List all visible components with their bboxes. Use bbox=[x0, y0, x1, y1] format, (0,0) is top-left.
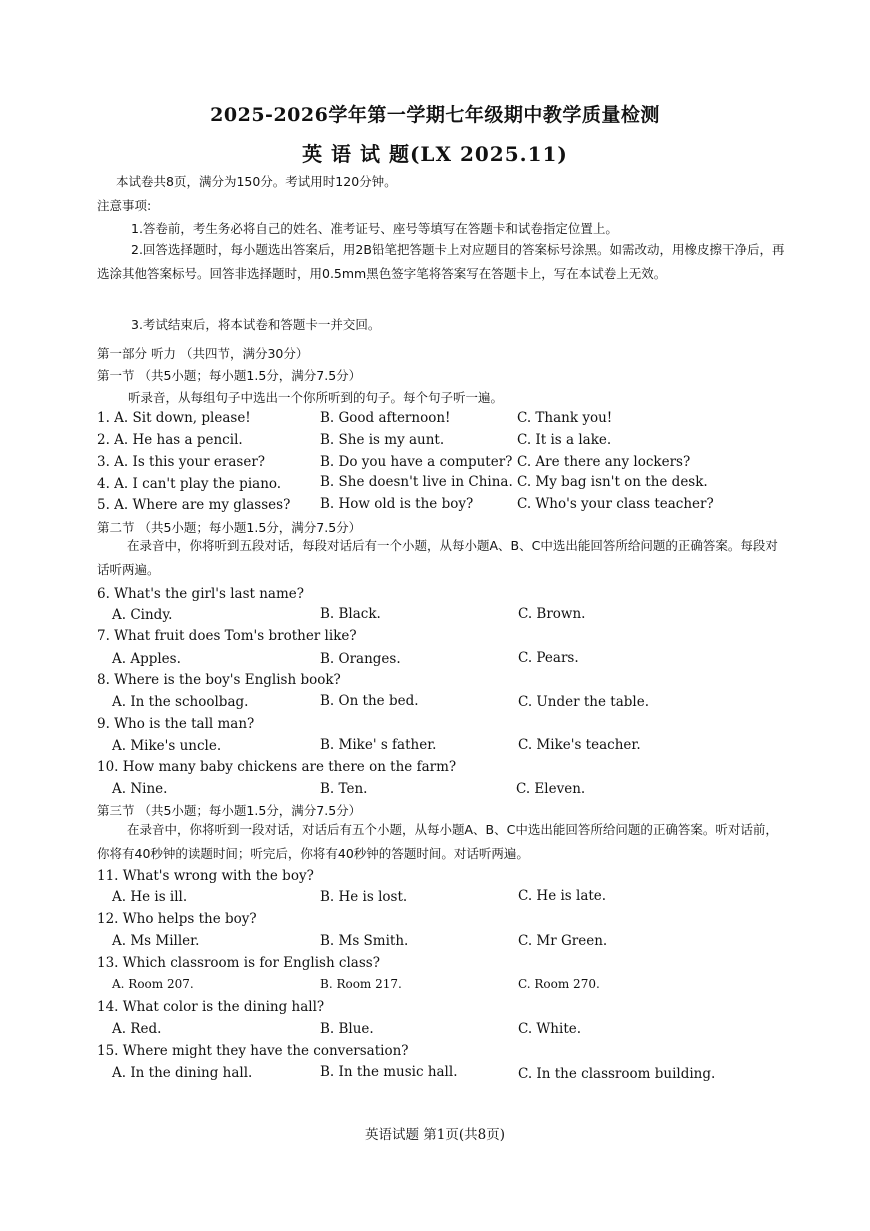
q12-stem: 12. Who helps the boy? bbox=[97, 911, 257, 927]
exam-info: 本试卷共8页，满分为150分。考试用时120分钟。 bbox=[116, 174, 397, 189]
q7-stem: 7. What fruit does Tom's brother like? bbox=[97, 628, 357, 644]
section2-instruction: 在录音中，你将听到五段对话，每段对话后有一个小题，从每小题A、B、C中选出能回答所给问题的正确答案。每段对话听两遍。 bbox=[97, 538, 778, 577]
q1-option-b: B. Good afternoon! bbox=[320, 410, 451, 426]
q5-option-a: 5. A. Where are my glasses? bbox=[97, 497, 291, 513]
part1-heading: 第一部分 听力 （共四节，满分30分） bbox=[97, 346, 309, 361]
section1-heading: 第一节 （共5小题；每小题1.5分，满分7.5分） bbox=[97, 368, 362, 383]
q15-option-c: C. In the classroom building. bbox=[518, 1066, 716, 1082]
q15-option-a: A. In the dining hall. bbox=[112, 1065, 253, 1081]
q11-option-b: B. He is lost. bbox=[320, 889, 408, 905]
q6-option-c: C. Brown. bbox=[518, 606, 586, 622]
q10-option-a: A. Nine. bbox=[112, 781, 168, 797]
q9-option-a: A. Mike's uncle. bbox=[112, 738, 222, 754]
q3-option-a: 3. A. Is this your eraser? bbox=[97, 454, 266, 470]
q1-option-a: 1. A. Sit down, please! bbox=[97, 410, 251, 426]
q14-option-a: A. Red. bbox=[112, 1021, 162, 1037]
q8-option-c: C. Under the table. bbox=[518, 694, 649, 710]
q2-option-b: B. She is my aunt. bbox=[320, 432, 445, 448]
notice-item-2: 2.回答选择题时，每小题选出答案后，用2B铅笔把答题卡上对应题目的答案标号涂黑。如需改动，用橡皮擦干净后，再选涂其他答案标号。回答非选择题时，用0.5mm黑色签字笔将答案写在答题卡上，写在本试卷上无效。 bbox=[97, 242, 785, 281]
q5-option-b: B. How old is the boy? bbox=[320, 496, 474, 512]
q7-option-a: A. Apples. bbox=[112, 651, 181, 667]
q12-option-c: C. Mr Green. bbox=[518, 933, 608, 949]
q13-stem: 13. Which classroom is for English class? bbox=[97, 955, 380, 971]
q6-option-a: A. Cindy. bbox=[112, 607, 173, 623]
q14-option-c: C. White. bbox=[518, 1021, 582, 1037]
q15-option-b: B. In the music hall. bbox=[320, 1064, 458, 1080]
q10-stem: 10. How many baby chickens are there on the farm? bbox=[97, 759, 457, 775]
q7-option-b: B. Oranges. bbox=[320, 651, 401, 667]
exam-subtitle: 英 语 试 题(LX 2025.11) bbox=[302, 142, 568, 166]
q6-option-b: B. Black. bbox=[320, 606, 381, 622]
notice-label: 注意事项: bbox=[97, 198, 152, 213]
q14-option-b: B. Blue. bbox=[320, 1021, 374, 1037]
q7-option-c: C. Pears. bbox=[518, 650, 579, 666]
q2-option-c: C. It is a lake. bbox=[517, 432, 612, 448]
q5-option-c: C. Who's your class teacher? bbox=[517, 496, 714, 512]
q3-option-b: B. Do you have a computer? bbox=[320, 454, 513, 470]
q13-option-c: C. Room 270. bbox=[518, 977, 600, 991]
q11-option-a: A. He is ill. bbox=[112, 889, 188, 905]
q6-stem: 6. What's the girl's last name? bbox=[97, 586, 304, 602]
q9-option-b: B. Mike' s father. bbox=[320, 737, 437, 753]
exam-title: 2025-2026学年第一学期七年级期中教学质量检测 bbox=[210, 104, 660, 126]
q13-option-b: B. Room 217. bbox=[320, 977, 402, 991]
section1-instruction: 听录音，从每组句子中选出一个你所听到的句子。每个句子听一遍。 bbox=[128, 390, 504, 405]
notice-item-3: 3.考试结束后，将本试卷和答题卡一并交回。 bbox=[131, 317, 381, 332]
q11-stem: 11. What's wrong with the boy? bbox=[97, 868, 314, 884]
q10-option-c: C. Eleven. bbox=[516, 781, 586, 797]
q12-option-a: A. Ms Miller. bbox=[112, 933, 200, 949]
page-footer: 英语试题 第1页(共8页) bbox=[364, 1127, 505, 1143]
q4-option-b: B. She doesn't live in China. bbox=[320, 474, 513, 490]
q11-option-c: C. He is late. bbox=[518, 888, 607, 904]
q13-option-a: A. Room 207. bbox=[112, 977, 194, 991]
notice-item-1: 1.答卷前，考生务必将自己的姓名、准考证号、座号等填写在答题卡和试卷指定位置上。 bbox=[131, 221, 618, 236]
q14-stem: 14. What color is the dining hall? bbox=[97, 999, 325, 1015]
q9-stem: 9. Who is the tall man? bbox=[97, 716, 255, 732]
q15-stem: 15. Where might they have the conversation? bbox=[97, 1043, 409, 1059]
section3-instruction: 在录音中，你将听到一段对话，对话后有五个小题，从每小题A、B、C中选出能回答所给问题的正确答案。听对话前，你将有40秒钟的读题时间；听完后，你将有40秒钟的答题时间。对话听两遍。 bbox=[97, 822, 778, 861]
q8-stem: 8. Where is the boy's English book? bbox=[97, 672, 341, 688]
section2-heading: 第二节 （共5小题；每小题1.5分，满分7.5分） bbox=[97, 520, 362, 535]
q8-option-b: B. On the bed. bbox=[320, 693, 419, 709]
q8-option-a: A. In the schoolbag. bbox=[112, 694, 249, 710]
q12-option-b: B. Ms Smith. bbox=[320, 933, 409, 949]
q2-option-a: 2. A. He has a pencil. bbox=[97, 432, 243, 448]
q4-option-a: 4. A. I can't play the piano. bbox=[97, 476, 282, 492]
q10-option-b: B. Ten. bbox=[320, 781, 368, 797]
q3-option-c: C. Are there any lockers? bbox=[517, 454, 691, 470]
q1-option-c: C. Thank you! bbox=[517, 410, 613, 426]
section3-heading: 第三节 （共5小题；每小题1.5分，满分7.5分） bbox=[97, 803, 362, 818]
q9-option-c: C. Mike's teacher. bbox=[518, 737, 641, 753]
q4-option-c: C. My bag isn't on the desk. bbox=[517, 474, 708, 490]
